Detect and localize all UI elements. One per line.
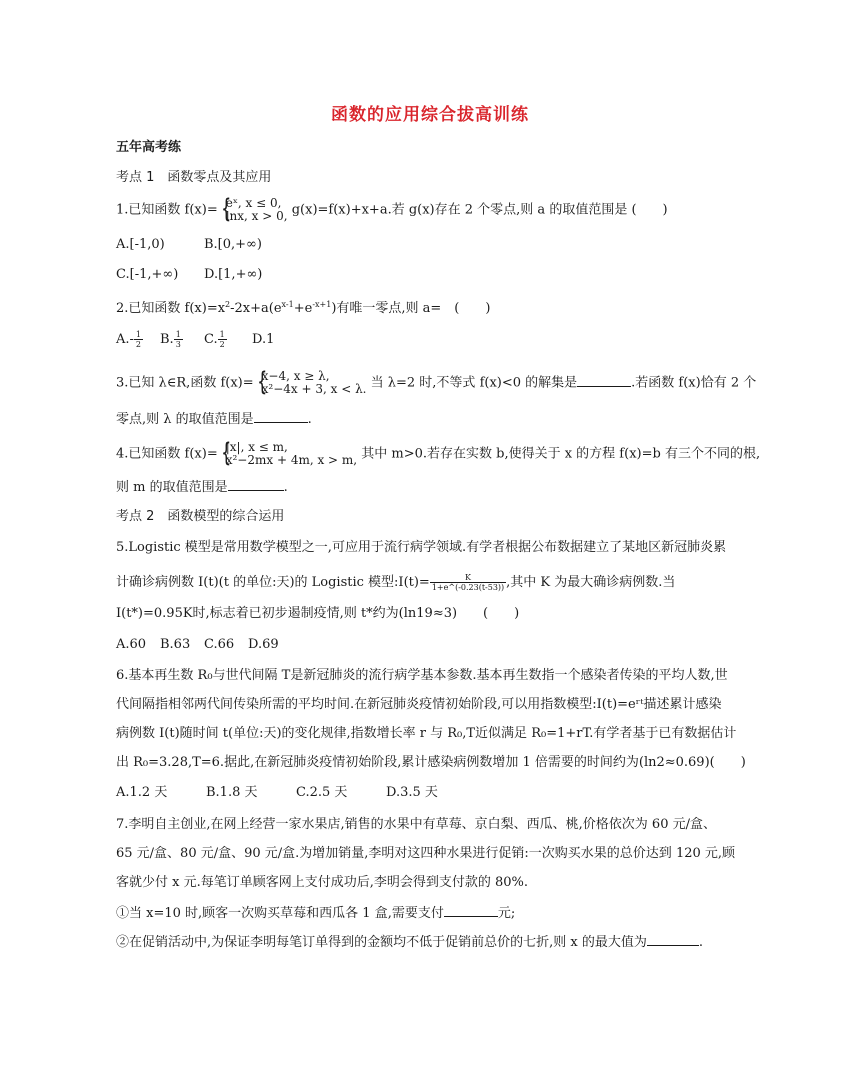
q2-option-b [160, 330, 204, 349]
q4-piece-row-2: x²−2mx + 4m, x > m, [225, 453, 358, 467]
q6-option-c: C.2.5 天 [296, 785, 348, 800]
question-5-line-3: I(t*)=0.95K时,标志着已初步遏制疫情,则 t*约为(ln19≈3) ( ) [116, 606, 520, 621]
question-5-line-2 [116, 573, 675, 592]
question-6-line-4: 出 R₀=3.28,T=6.据此,在新冠肺炎疫情初始阶段,累计感染病例数增加 1 倍需要的时间约为(ln2≈0.69)( ) [116, 755, 746, 770]
q1-piece-row-1: eˣ, x ≤ 0, [225, 196, 282, 210]
q2-option-c-fraction [218, 330, 227, 349]
q7-sub1-b: 元; [497, 906, 516, 921]
q1-stem-a: 1.已知函数 f(x)= [116, 202, 218, 218]
q2-option-a [116, 330, 160, 349]
topic-heading-1: 考点 1 函数零点及其应用 [116, 170, 272, 185]
question-2-options [116, 330, 274, 349]
q3-stem-b: 当 λ=2 时,不等式 f(x)<0 的解集是 [366, 375, 578, 391]
page-title: 函数的应用综合拔高训练 [331, 105, 529, 125]
question-1-options-row-2 [116, 267, 262, 283]
q6-option-d: D.3.5 天 [386, 785, 438, 800]
question-7-line-1: 7.李明自主创业,在网上经营一家水果店,销售的水果中有草莓、京白梨、西瓜、桃,价格依次为 60 元/盒、 [116, 817, 716, 832]
q1-option-b: B.[0,+∞) [204, 237, 262, 252]
q2-option-b-prefix: B. [160, 332, 174, 347]
q3-stem-a: 3.已知 λ∈R,函数 f(x)= [116, 375, 254, 391]
question-7-line-3: 客就少付 x 元.每笔订单顾客网上支付成功后,李明会得到支付款的 80%. [116, 875, 529, 890]
q1-option-c: C.[-1,+∞) [116, 267, 179, 282]
question-6-options [116, 785, 438, 801]
q3-piece-row-2: x²−4x + 3, x < λ. [261, 382, 367, 396]
brace-glyph: { [221, 194, 231, 224]
q2-option-a-fraction [134, 330, 143, 349]
q7-sub1-a: ①当 x=10 时,顾客一次购买草莓和西瓜各 1 盒,需要支付 [116, 906, 444, 921]
q2-exponent-2: -x+1 [312, 300, 332, 309]
q2-option-a-den: 2 [135, 340, 142, 349]
q2-option-b-den: 3 [175, 340, 181, 349]
q2-option-b-fraction [174, 330, 183, 349]
q2-stem-d: )有唯一零点,则 a= ( ) [331, 301, 491, 316]
q3-piecewise [254, 367, 367, 397]
section-heading: 五年高考练 [116, 140, 182, 155]
q4-stem-b: 其中 m>0.若存在实数 b,使得关于 x 的方程 f(x)=b 有三个不同的根, [357, 446, 761, 462]
q2-stem-b: -2x+a(e [230, 301, 282, 316]
q7-sub2-a: ②在促销活动中,为保证李明每笔订单得到的金额均不低于促销前总价的七折,则 x 的最大值为 [116, 935, 647, 950]
question-3-line-2 [116, 410, 312, 428]
q2-square: 2 [225, 300, 231, 309]
q5-option-d: D.69 [248, 637, 279, 652]
q6-option-a: A.1.2 天 [116, 785, 168, 800]
q6-option-b: B.1.8 天 [206, 785, 258, 800]
q1-option-a: A.[-1,0) [116, 237, 165, 252]
q1-option-d: D.[1,+∞) [204, 267, 263, 282]
q2-exponent-1: x-1 [281, 300, 294, 309]
q5-option-b: B.63 [160, 637, 191, 652]
q5-fraction-num: K [430, 573, 506, 583]
q2-option-c-num: 1 [219, 330, 225, 339]
question-1-stem [116, 194, 668, 224]
q3-stem-c: .若函数 f(x)恰有 2 个 [631, 375, 757, 391]
question-4-line-2 [116, 478, 288, 496]
question-7-sub-1 [116, 904, 515, 922]
q4-line2-a: 则 m 的取值范围是 [116, 480, 228, 495]
q1-stem-b: g(x)=f(x)+x+a.若 g(x)存在 2 个零点,则 a 的取值范围是 ( ) [287, 202, 668, 218]
question-6-line-3: 病例数 I(t)随时间 t(单位:天)的变化规律,指数增长率 r 与 R₀,T近似满足 R₀=1+rT.有学者基于已有数据估计 [116, 726, 737, 741]
q4-answer-blank[interactable] [228, 478, 284, 491]
q2-option-a-num: 1 [135, 330, 142, 339]
q5-line2-a: 计确诊病例数 I(t)(t 的单位:天)的 Logistic 模型:I(t)= [116, 575, 430, 590]
brace-glyph: { [221, 438, 231, 468]
question-4-stem [116, 438, 761, 468]
q5-fraction-den: 1+e^(-0.23(t-53)) [431, 583, 505, 592]
q5-line2-b: ,其中 K 为最大确诊病例数.当 [506, 575, 676, 590]
q2-option-a-prefix: A.- [116, 332, 134, 347]
q1-piecewise [218, 194, 288, 224]
q4-piecewise [218, 438, 358, 468]
q4-stem-a: 4.已知函数 f(x)= [116, 446, 218, 462]
topic-heading-2: 考点 2 函数模型的综合运用 [116, 509, 285, 524]
q7-answer-blank-2[interactable] [647, 933, 699, 946]
q3-piece-row-1: x−4, x ≥ λ, [261, 369, 330, 383]
question-7-line-2: 65 元/盒、80 元/盒、90 元/盒.为增加销量,李明对这四种水果进行促销:一次购买水果的总价达到 120 元,顾 [116, 846, 736, 861]
q2-option-b-num: 1 [175, 330, 181, 339]
q4-line2-b: . [283, 480, 288, 495]
q2-option-c [204, 330, 252, 349]
q3-answer-blank-1[interactable] [577, 374, 631, 387]
question-3-stem [116, 367, 757, 397]
q5-option-c: C.66 [204, 637, 235, 652]
q5-logistic-fraction [430, 573, 506, 592]
q2-option-c-den: 2 [219, 340, 225, 349]
q3-line2-b: . [307, 412, 312, 427]
q2-option-d: D.1 [252, 332, 275, 347]
q7-sub2-b: . [698, 935, 704, 950]
question-6-line-2: 代间隔指相邻两代间传染所需的平均时间.在新冠肺炎疫情初始阶段,可以用指数模型:I(t)=eʳᵗ描述累计感染 [116, 697, 722, 712]
q2-stem-a: 2.已知函数 f(x)=x [116, 301, 226, 316]
question-7-sub-2 [116, 933, 703, 951]
q2-stem-c: +e [293, 301, 313, 316]
q7-answer-blank-1[interactable] [444, 904, 498, 917]
q1-piece-row-2: lnx, x > 0, [225, 209, 288, 223]
q3-line2-a: 零点,则 λ 的取值范围是 [116, 412, 254, 427]
question-5-line-1: 5.Logistic 模型是常用数学模型之一,可应用于流行病学领域.有学者根据公布数据建立了某地区新冠肺炎累 [116, 540, 727, 555]
q3-answer-blank-2[interactable] [254, 410, 308, 423]
brace-glyph: { [256, 367, 267, 397]
q5-option-a: A.60 [116, 637, 147, 652]
question-1-options-row-1 [116, 237, 262, 253]
question-6-line-1: 6.基本再生数 R₀与世代间隔 T是新冠肺炎的流行病学基本参数.基本再生数指一个感染者传染的平均人数,世 [116, 668, 728, 683]
question-2-stem [116, 297, 490, 317]
q2-option-c-prefix: C. [204, 332, 218, 347]
question-5-options [116, 637, 279, 653]
q4-piece-row-1: |x|, x ≤ m, [225, 440, 288, 454]
